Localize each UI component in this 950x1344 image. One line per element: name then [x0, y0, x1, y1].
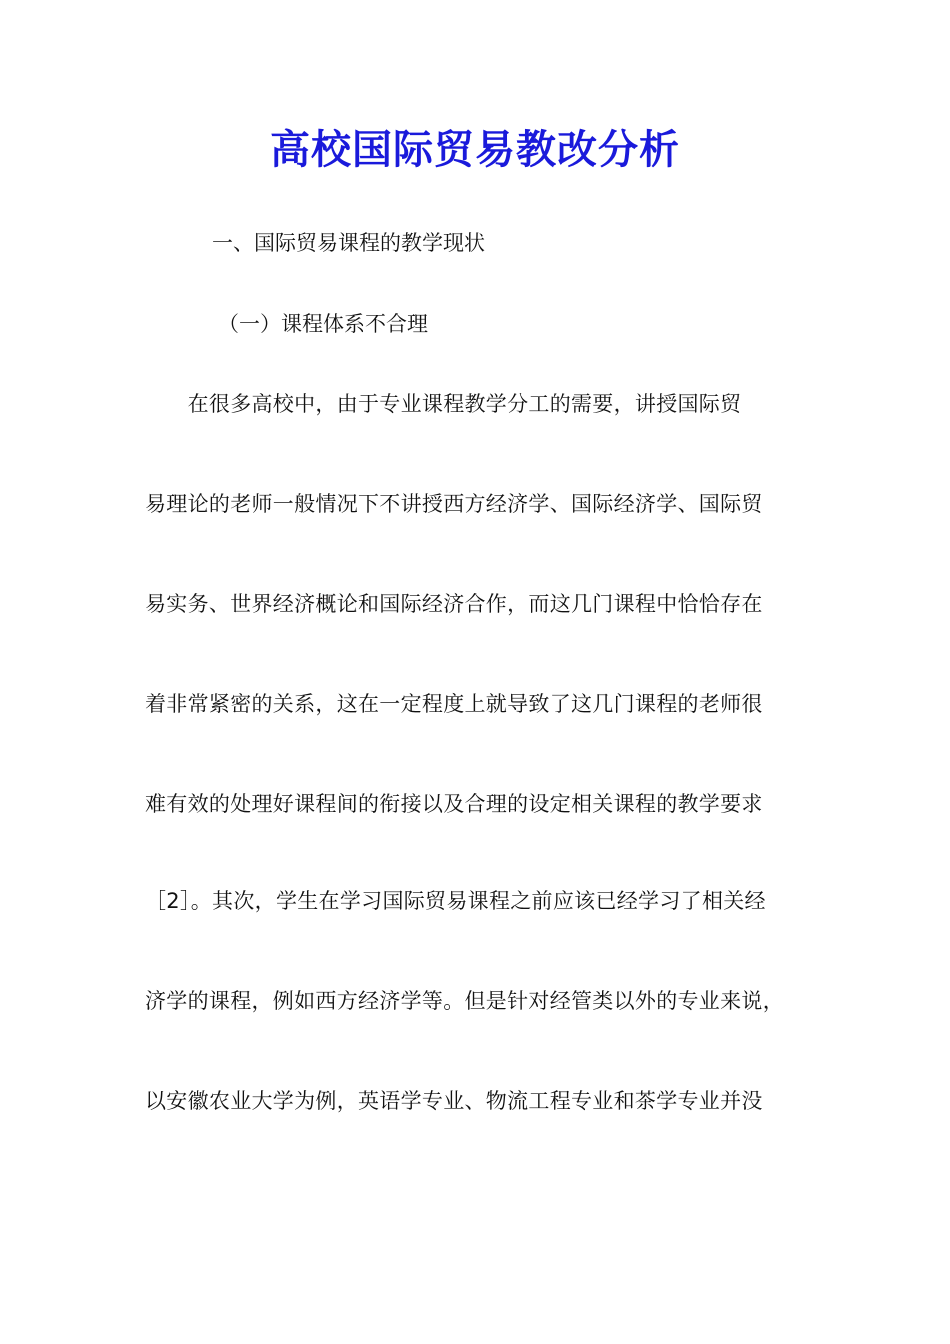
paragraph-line: ［2］。其次，学生在学习国际贸易课程之前应该已经学习了相关经 [145, 889, 766, 913]
paragraph-line: 着非常紧密的关系，这在一定程度上就导致了这几门课程的老师很 [145, 692, 763, 716]
paragraph-line: 易实务、世界经济概论和国际经济合作，而这几门课程中恰恰存在 [145, 592, 763, 616]
section-heading: 一、国际贸易课程的教学现状 [212, 231, 485, 255]
paragraph-line: 在很多高校中，由于专业课程教学分工的需要，讲授国际贸 [145, 392, 742, 416]
paragraph-line: 以安徽农业大学为例，英语学专业、物流工程专业和茶学专业并没 [145, 1089, 763, 1113]
subsection-heading: （一）课程体系不合理 [218, 312, 428, 336]
paragraph-line: 难有效的处理好课程间的衔接以及合理的设定相关课程的教学要求 [145, 792, 763, 816]
paragraph-line: 易理论的老师一般情况下不讲授西方经济学、国际经济学、国际贸 [145, 492, 763, 516]
document-title: 高校国际贸易教改分析 [270, 126, 680, 173]
paragraph-line: 济学的课程，例如西方经济学等。但是针对经管类以外的专业来说， [145, 989, 784, 1013]
